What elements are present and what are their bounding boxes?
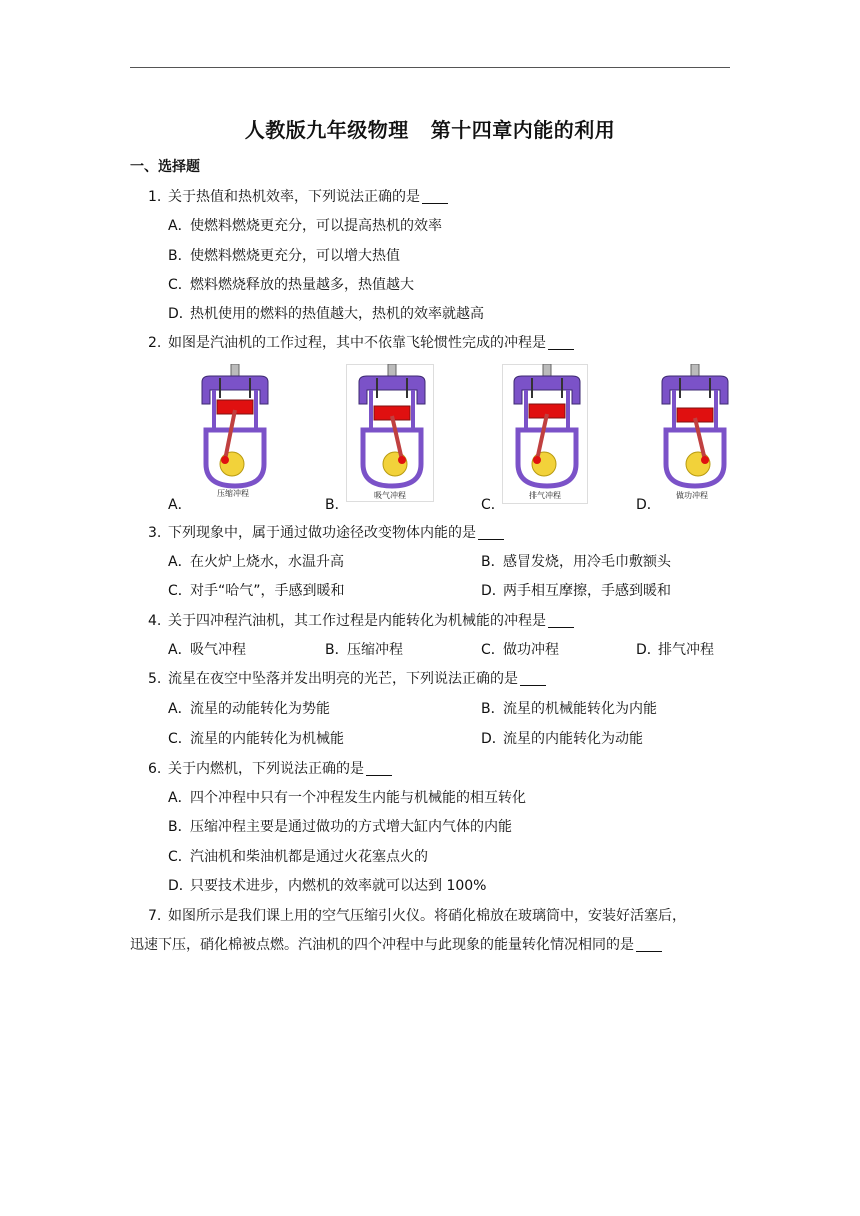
q6-option-c[interactable]: C．汽油机和柴油机都是通过火花塞点火的 bbox=[168, 849, 428, 865]
q4-option-a[interactable]: A．吸气冲程 bbox=[168, 642, 246, 658]
question-7-line1: 7. 如图所示是我们课上用的空气压缩引火仪。将硝化棉放在玻璃筒中，安装好活塞后， bbox=[148, 908, 686, 924]
question-3: 3. 下列现象中，属于通过做功途径改变物体内能的是 bbox=[148, 522, 504, 542]
question-2-text: 如图是汽油机的工作过程，其中不依靠飞轮惯性完成的冲程是 bbox=[168, 335, 546, 351]
answer-blank[interactable] bbox=[520, 671, 546, 686]
q4-option-c[interactable]: C．做功冲程 bbox=[481, 642, 559, 658]
answer-blank[interactable] bbox=[422, 189, 448, 204]
q5-option-c[interactable]: C．流星的内能转化为机械能 bbox=[168, 731, 344, 747]
answer-blank[interactable] bbox=[548, 613, 574, 628]
engine-diagram-power bbox=[650, 364, 740, 494]
question-1: 1. 关于热值和热机效率，下列说法正确的是 bbox=[148, 186, 448, 206]
q6-option-b[interactable]: B．压缩冲程主要是通过做功的方式增大缸内气体的内能 bbox=[168, 819, 512, 835]
q3-option-d[interactable]: D．两手相互摩擦，手感到暖和 bbox=[481, 583, 671, 599]
question-1-text: 关于热值和热机效率，下列说法正确的是 bbox=[168, 189, 420, 205]
question-2: 2. 如图是汽油机的工作过程，其中不依靠飞轮惯性完成的冲程是 bbox=[148, 332, 574, 352]
q1-option-c[interactable]: C．燃料燃烧释放的热量越多，热值越大 bbox=[168, 277, 414, 293]
page-title bbox=[0, 114, 860, 143]
question-3-text: 下列现象中，属于通过做功途径改变物体内能的是 bbox=[168, 525, 476, 541]
question-4: 4. 关于四冲程汽油机，其工作过程是内能转化为机械能的冲程是 bbox=[148, 610, 574, 630]
image-label-a[interactable]: A． bbox=[168, 497, 192, 513]
q4-option-d[interactable]: D．排气冲程 bbox=[636, 642, 714, 658]
q1-option-a[interactable]: A．使燃料燃烧更充分，可以提高热机的效率 bbox=[168, 218, 442, 234]
caption-d: 做功冲程 bbox=[676, 491, 708, 500]
engine-diagram-exhaust bbox=[502, 364, 592, 494]
title-part1: 人教版九年级物理 bbox=[244, 118, 409, 142]
image-label-b[interactable]: B． bbox=[325, 497, 349, 513]
q4-option-b[interactable]: B．压缩冲程 bbox=[325, 642, 403, 658]
header-rule bbox=[130, 67, 730, 68]
q1-option-b[interactable]: B．使燃料燃烧更充分，可以增大热值 bbox=[168, 248, 400, 264]
question-4-text: 关于四冲程汽油机，其工作过程是内能转化为机械能的冲程是 bbox=[168, 613, 546, 629]
question-6: 6. 关于内燃机，下列说法正确的是 bbox=[148, 758, 392, 778]
title-part2: 第十四章内能的利用 bbox=[430, 118, 616, 142]
answer-blank[interactable] bbox=[478, 525, 504, 540]
q6-option-a[interactable]: A．四个冲程中只有一个冲程发生内能与机械能的相互转化 bbox=[168, 790, 526, 806]
q3-option-a[interactable]: A．在火炉上烧水，水温升高 bbox=[168, 554, 344, 570]
q5-option-b[interactable]: B．流星的机械能转化为内能 bbox=[481, 701, 657, 717]
engine-diagram-compression bbox=[190, 364, 280, 494]
answer-blank[interactable] bbox=[548, 335, 574, 350]
q1-option-d[interactable]: D．热机使用的燃料的热值越大，热机的效率就越高 bbox=[168, 306, 484, 322]
question-5: 5. 流星在夜空中坠落并发出明亮的光芒，下列说法正确的是 bbox=[148, 668, 546, 688]
question-7-text-2: 迅速下压，硝化棉被点燃。汽油机的四个冲程中与此现象的能量转化情况相同的是 bbox=[130, 937, 634, 953]
question-5-text: 流星在夜空中坠落并发出明亮的光芒，下列说法正确的是 bbox=[168, 671, 518, 687]
image-label-d[interactable]: D． bbox=[636, 497, 661, 513]
q6-option-d[interactable]: D．只要技术进步，内燃机的效率就可以达到 100% bbox=[168, 878, 487, 894]
question-6-text: 关于内燃机，下列说法正确的是 bbox=[168, 761, 364, 777]
q5-option-a[interactable]: A．流星的动能转化为势能 bbox=[168, 701, 330, 717]
caption-c: 排气冲程 bbox=[529, 491, 561, 500]
question-7-line2 bbox=[130, 934, 662, 954]
caption-a: 压缩冲程 bbox=[217, 489, 249, 498]
q3-option-b[interactable]: B．感冒发烧，用冷毛巾敷额头 bbox=[481, 554, 671, 570]
engine-diagram-intake bbox=[347, 364, 437, 494]
answer-blank[interactable] bbox=[636, 937, 662, 952]
q3-option-c[interactable]: C．对手“哈气”，手感到暖和 bbox=[168, 583, 345, 599]
answer-blank[interactable] bbox=[366, 761, 392, 776]
q5-option-d[interactable]: D．流星的内能转化为动能 bbox=[481, 731, 643, 747]
section-heading: 一、选择题 bbox=[130, 159, 200, 175]
question-7-text-1: 如图所示是我们课上用的空气压缩引火仪。将硝化棉放在玻璃筒中，安装好活塞后， bbox=[168, 908, 686, 924]
image-label-c[interactable]: C． bbox=[481, 497, 505, 513]
caption-b: 吸气冲程 bbox=[374, 491, 406, 500]
